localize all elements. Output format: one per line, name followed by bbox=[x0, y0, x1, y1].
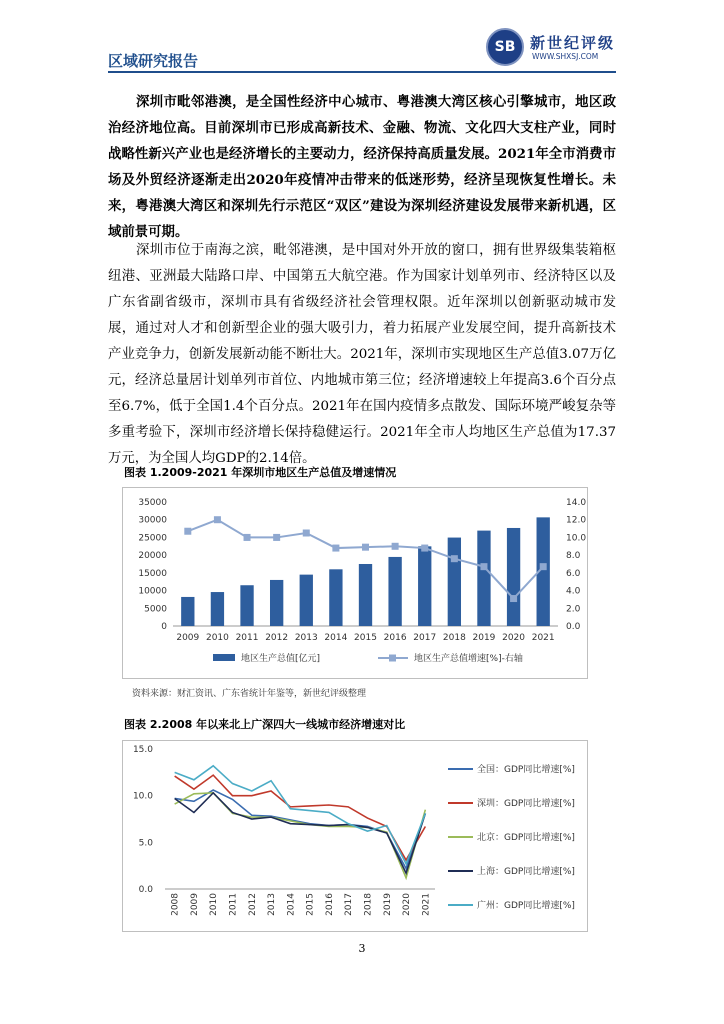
y-left-tick-label: 15000 bbox=[138, 568, 167, 579]
legend-label-gdp: 地区生产总值[亿元] bbox=[241, 654, 321, 664]
gdp-chart-svg bbox=[123, 488, 587, 678]
gdp-bar bbox=[211, 592, 224, 626]
figure1-title: 图表 1.2009-2021 年深圳市地区生产总值及增速情况 bbox=[124, 466, 397, 479]
x-tick-label: 2018 bbox=[442, 633, 466, 643]
logo-mark: SB bbox=[494, 39, 516, 55]
x-tick-label: 2009 bbox=[189, 893, 200, 916]
gdp-bar bbox=[359, 564, 372, 626]
company-logo bbox=[486, 28, 616, 70]
x-tick-label: 2010 bbox=[209, 893, 220, 916]
header-divider bbox=[108, 71, 616, 73]
growth-rate-point bbox=[214, 516, 221, 523]
series-line bbox=[175, 766, 426, 864]
y-right-tick-label: 8.0 bbox=[566, 551, 581, 562]
x-tick-label: 2020 bbox=[502, 633, 526, 643]
gdp-chart bbox=[122, 487, 588, 679]
x-tick-label: 2014 bbox=[324, 633, 348, 643]
x-tick-label: 2016 bbox=[383, 633, 407, 643]
legend-label: 上海：GDP同比增速[%] bbox=[477, 867, 575, 877]
logo-url: WWW.SHXSJ.COM bbox=[532, 52, 599, 61]
y-right-tick-label: 6.0 bbox=[566, 568, 581, 579]
y-right-tick-label: 10.0 bbox=[566, 533, 587, 544]
series-line bbox=[175, 775, 426, 860]
y-left-tick-label: 0 bbox=[161, 622, 167, 632]
x-tick-label: 2015 bbox=[305, 893, 316, 916]
x-tick-label: 2021 bbox=[421, 893, 432, 916]
gdp-bar bbox=[181, 597, 194, 626]
summary-paragraph: 深圳市毗邻港澳，是全国性经济中心城市、粤港澳大湾区核心引擎城市，地区政治经济地位高。目前深圳市已形成高新技术、金融、物流、文化四大支柱产业，同时战略性新兴产业也是经济增长的主要动力，经济保持高质量发展。2021年全市消费市场及外贸经济逐渐走出2020年疫情冲击带来的低迷形势，经济呈现恢复性增长。未来，粤港澳大湾区和深圳先行示范区“双区”建设为深圳经济建设发展带来新机遇，区域前景可期。 bbox=[108, 94, 616, 240]
growth-rate-point bbox=[392, 543, 399, 550]
growth-rate-point bbox=[184, 528, 191, 535]
gdp-bar bbox=[448, 538, 461, 626]
legend-label: 深圳：GDP同比增速[%] bbox=[477, 799, 575, 809]
x-tick-label: 2021 bbox=[531, 633, 555, 643]
page-number: 3 bbox=[358, 942, 366, 955]
x-tick-label: 2011 bbox=[228, 893, 239, 916]
y-left-tick-label: 10000 bbox=[138, 586, 167, 597]
y-tick-label: 10.0 bbox=[132, 791, 153, 802]
gdp-bar bbox=[477, 531, 490, 626]
x-tick-label: 2014 bbox=[286, 893, 297, 916]
legend-label: 全国：GDP同比增速[%] bbox=[477, 765, 575, 775]
y-tick-label: 5.0 bbox=[138, 838, 153, 849]
growth-rate-point bbox=[303, 530, 310, 537]
x-tick-label: 2020 bbox=[402, 893, 413, 916]
growth-rate-point bbox=[510, 595, 517, 602]
gdp-bar bbox=[507, 528, 520, 626]
source-note: 资料来源：财汇资讯、广东省统计年鉴等，新世纪评级整理 bbox=[132, 689, 367, 699]
y-tick-label: 0.0 bbox=[138, 885, 153, 895]
growth-rate-point bbox=[451, 555, 458, 562]
logo-emblem bbox=[486, 28, 524, 66]
body-paragraph: 深圳市位于南海之滨，毗邻港澳，是中国对外开放的窗口，拥有世界级集装箱枢纽港、亚洲最大陆路口岸、中国第五大航空港。作为国家计划单列市、经济特区以及广东省副省级市，深圳市具有省级经济社会管理权限。近年深圳以创新驱动城市发展，通过对人才和创新型企业的强大吸引力，着力拓展产业发展空间，提升高新技术产业竞争力，创新发展新动能不断壮大。2021年，深圳市实现地区生产总值3.07万亿元，经济总量居计划单列市首位、内地城市第三位；经济增速较上年提高3.6个百分点至6.7%，低于全国1.4个百分点。2021年在国内疫情多点散发、国际环境严峻复杂等多重考验下，深圳市经济增长保持稳健运行。2021年全市人均地区生产总值为17.37万元，为全国人均GDP的2.14倍。 bbox=[108, 243, 616, 466]
legend-label-growth: 地区生产总值增速[%]-右轴 bbox=[414, 654, 523, 664]
y-left-tick-label: 5000 bbox=[144, 604, 167, 615]
x-tick-label: 2012 bbox=[247, 893, 258, 916]
y-right-tick-label: 2.0 bbox=[566, 604, 581, 615]
gdp-bar bbox=[270, 580, 283, 626]
x-tick-label: 2010 bbox=[205, 633, 229, 643]
legend-swatch-gdp bbox=[213, 654, 235, 661]
x-tick-label: 2015 bbox=[354, 633, 377, 643]
y-left-tick-label: 35000 bbox=[138, 498, 167, 508]
y-left-tick-label: 30000 bbox=[138, 515, 167, 526]
gdp-bar bbox=[329, 569, 342, 626]
y-right-tick-label: 14.0 bbox=[566, 498, 587, 508]
legend-label: 北京：GDP同比增速[%] bbox=[477, 833, 575, 843]
gdp-bar bbox=[240, 585, 253, 626]
x-tick-label: 2012 bbox=[265, 633, 289, 643]
x-tick-label: 2016 bbox=[324, 893, 335, 916]
figure2-title: 图表 2.2008 年以来北上广深四大一线城市经济增速对比 bbox=[124, 718, 406, 731]
legend-label: 广州：GDP同比增速[%] bbox=[477, 901, 575, 911]
x-tick-label: 2018 bbox=[363, 893, 374, 916]
growth-rate-point bbox=[362, 544, 369, 551]
x-tick-label: 2011 bbox=[235, 633, 259, 643]
logo-name: 新世纪评级 bbox=[530, 34, 616, 52]
y-left-tick-label: 20000 bbox=[138, 551, 167, 562]
growth-comparison-chart bbox=[122, 740, 588, 932]
x-tick-label: 2008 bbox=[170, 893, 181, 916]
y-left-tick-label: 25000 bbox=[138, 533, 167, 544]
x-tick-label: 2013 bbox=[267, 893, 278, 916]
report-header-title: 区域研究报告 bbox=[108, 52, 199, 70]
x-tick-label: 2013 bbox=[294, 633, 318, 643]
x-tick-label: 2017 bbox=[344, 893, 355, 916]
growth-rate-point bbox=[421, 545, 428, 552]
gdp-bar bbox=[388, 557, 401, 626]
growth-rate-point bbox=[244, 534, 251, 541]
y-tick-label: 15.0 bbox=[132, 745, 153, 755]
x-tick-label: 2019 bbox=[472, 633, 496, 643]
growth-rate-point bbox=[332, 545, 339, 552]
growth-rate-point bbox=[540, 563, 547, 570]
x-tick-label: 2009 bbox=[176, 633, 200, 643]
growth-rate-point bbox=[273, 534, 280, 541]
growth-chart-svg bbox=[123, 741, 587, 931]
gdp-bar bbox=[418, 546, 431, 626]
gdp-bar bbox=[300, 575, 313, 626]
y-right-tick-label: 4.0 bbox=[566, 586, 581, 597]
x-tick-label: 2017 bbox=[413, 633, 437, 643]
y-right-tick-label: 0.0 bbox=[566, 622, 581, 632]
y-right-tick-label: 12.0 bbox=[566, 515, 587, 526]
growth-rate-point bbox=[480, 563, 487, 570]
legend-swatch-growth-marker bbox=[389, 655, 396, 662]
x-tick-label: 2019 bbox=[382, 893, 393, 916]
